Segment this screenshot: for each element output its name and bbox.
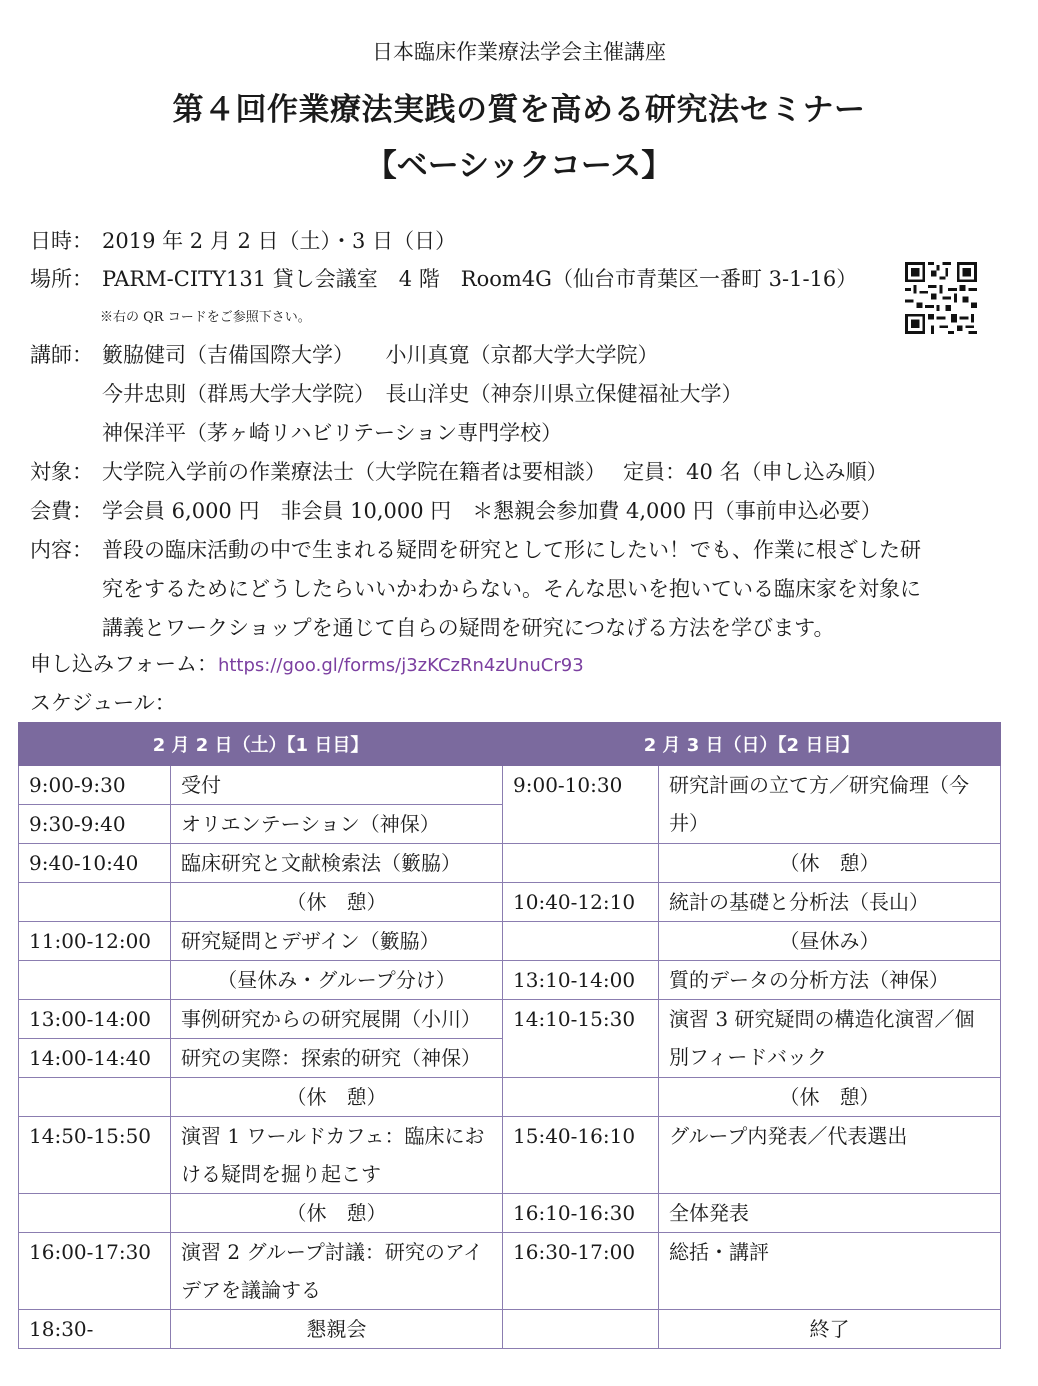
day1-time <box>19 883 171 922</box>
day2-time <box>503 1078 659 1117</box>
form-row <box>30 651 584 679</box>
lecturers-row <box>30 342 659 368</box>
day2-break: （休 憩） <box>659 1078 1001 1117</box>
day2-time <box>503 844 659 883</box>
day1-time <box>19 961 171 1000</box>
day1-time <box>19 1194 171 1233</box>
fee-label: 会費： <box>30 499 93 523</box>
place-row <box>30 266 857 292</box>
day2-time <box>503 1310 659 1349</box>
day2-time <box>503 922 659 961</box>
fee-value: 学会員 6,000 円 非会員 10,000 円 ＊懇親会参加費 4,000 円（事前申込必要） <box>102 499 882 523</box>
day1-time: 9:40-10:40 <box>19 844 171 883</box>
content-line-1: 普段の臨床活動の中で生まれる疑問を研究として形にしたい！でも、作業に根ざした研 <box>102 538 921 562</box>
day2-time: 16:30-17:00 <box>503 1233 659 1310</box>
target-label: 対象： <box>30 460 93 484</box>
fee-row <box>30 498 882 524</box>
day1-item: オリエンテーション（神保） <box>171 805 503 844</box>
date-row <box>30 228 456 254</box>
day1-header: 2 月 2 日（土）【1 日目】 <box>19 723 503 766</box>
day1-time <box>19 1078 171 1117</box>
day1-time: 11:00-12:00 <box>19 922 171 961</box>
day2-item: 演習 3 研究疑問の構造化演習／個別フィードバック <box>659 1000 1001 1078</box>
target-value: 大学院入学前の作業療法士（大学院在籍者は要相談） 定員：40 名（申し込み順） <box>102 460 888 484</box>
day1-break: （休 憩） <box>171 883 503 922</box>
lecturers-label: 講師： <box>30 343 93 367</box>
day2-item: 全体発表 <box>659 1194 1001 1233</box>
day1-time: 18:30- <box>19 1310 171 1349</box>
date-label: 日時： <box>30 229 93 253</box>
content-line-2: 究をするためにどうしたらいいかわからない。そんな思いを抱いている臨床家を対象に <box>102 577 921 601</box>
day2-time: 9:00-10:30 <box>503 766 659 844</box>
day2-item: 統計の基礎と分析法（長山） <box>659 883 1001 922</box>
day2-item: グループ内発表／代表選出 <box>659 1117 1001 1194</box>
lecturers-line-1: 籔脇健司（吉備国際大学） 小川真寛（京都大学大学院） <box>102 343 659 367</box>
day1-time: 14:00-14:40 <box>19 1039 171 1078</box>
day2-time: 13:10-14:00 <box>503 961 659 1000</box>
lecturers-line-3: 神保洋平（茅ヶ崎リハビリテーション専門学校） <box>102 421 563 445</box>
day2-item: 総括・講評 <box>659 1233 1001 1310</box>
day1-item: 演習 1 ワールドカフェ：臨床における疑問を掘り起こす <box>171 1117 503 1194</box>
day1-time: 16:00-17:30 <box>19 1233 171 1310</box>
day1-time: 14:50-15:50 <box>19 1117 171 1194</box>
day2-time: 14:10-15:30 <box>503 1000 659 1078</box>
day2-item: 質的データの分析方法（神保） <box>659 961 1001 1000</box>
day1-item: 演習 2 グループ討議：研究のアイデアを議論する <box>171 1233 503 1310</box>
day1-break: （昼休み・グループ分け） <box>171 961 503 1000</box>
content-line-3: 講義とワークショップを通じて自らの疑問を研究につなげる方法を学びます。 <box>102 616 835 640</box>
target-row <box>30 459 888 485</box>
organizer-line: 日本臨床作業療法学会主催講座 <box>372 40 666 64</box>
date-value: 2019 年 2 月 2 日（土）・3 日（日） <box>102 229 457 253</box>
day1-item: 事例研究からの研究展開（小川） <box>171 1000 503 1039</box>
page-subtitle: 【ベーシックコース】 <box>365 148 673 184</box>
page-title: 第４回作業療法実践の質を高める研究法セミナー <box>172 92 866 128</box>
day1-time: 9:30-9:40 <box>19 805 171 844</box>
day1-break: （休 憩） <box>171 1078 503 1117</box>
form-link[interactable]: https://goo.gl/forms/j3zKCzRn4zUnuCr93 <box>217 655 584 676</box>
day2-time: 10:40-12:10 <box>503 883 659 922</box>
place-label: 場所： <box>30 267 93 291</box>
day1-time: 13:00-14:00 <box>19 1000 171 1039</box>
day2-item: 終了 <box>659 1310 1001 1349</box>
day1-item: 受付 <box>171 766 503 805</box>
content-label: 内容： <box>30 538 93 562</box>
day1-item: 懇親会 <box>171 1310 503 1349</box>
place-value: PARM-CITY131 貸し会議室 4 階 Room4G（仙台市青葉区一番町 3-1-16） <box>102 267 858 291</box>
day1-time: 9:00-9:30 <box>19 766 171 805</box>
day2-time: 15:40-16:10 <box>503 1117 659 1194</box>
day1-break: （休 憩） <box>171 1194 503 1233</box>
schedule-table <box>18 722 1001 1349</box>
day2-header: 2 月 3 日（日）【2 日目】 <box>503 723 1001 766</box>
schedule-label: スケジュール： <box>30 691 176 715</box>
day2-time: 16:10-16:30 <box>503 1194 659 1233</box>
qr-note: ※右の QR コードをご参照下さい。 <box>100 310 311 325</box>
day1-item: 研究疑問とデザイン（籔脇） <box>171 922 503 961</box>
day1-item: 臨床研究と文献検索法（籔脇） <box>171 844 503 883</box>
lecturers-line-2: 今井忠則（群馬大学大学院） 長山洋史（神奈川県立保健福祉大学） <box>102 382 743 406</box>
day2-break: （休 憩） <box>659 844 1001 883</box>
content-row <box>30 537 921 563</box>
day2-item: 研究計画の立て方／研究倫理（今井） <box>659 766 1001 844</box>
day2-break: （昼休み） <box>659 922 1001 961</box>
form-label: 申し込みフォーム： <box>30 652 218 676</box>
day1-item: 研究の実際：探索的研究（神保） <box>171 1039 503 1078</box>
qr-code-icon[interactable] <box>905 262 977 334</box>
